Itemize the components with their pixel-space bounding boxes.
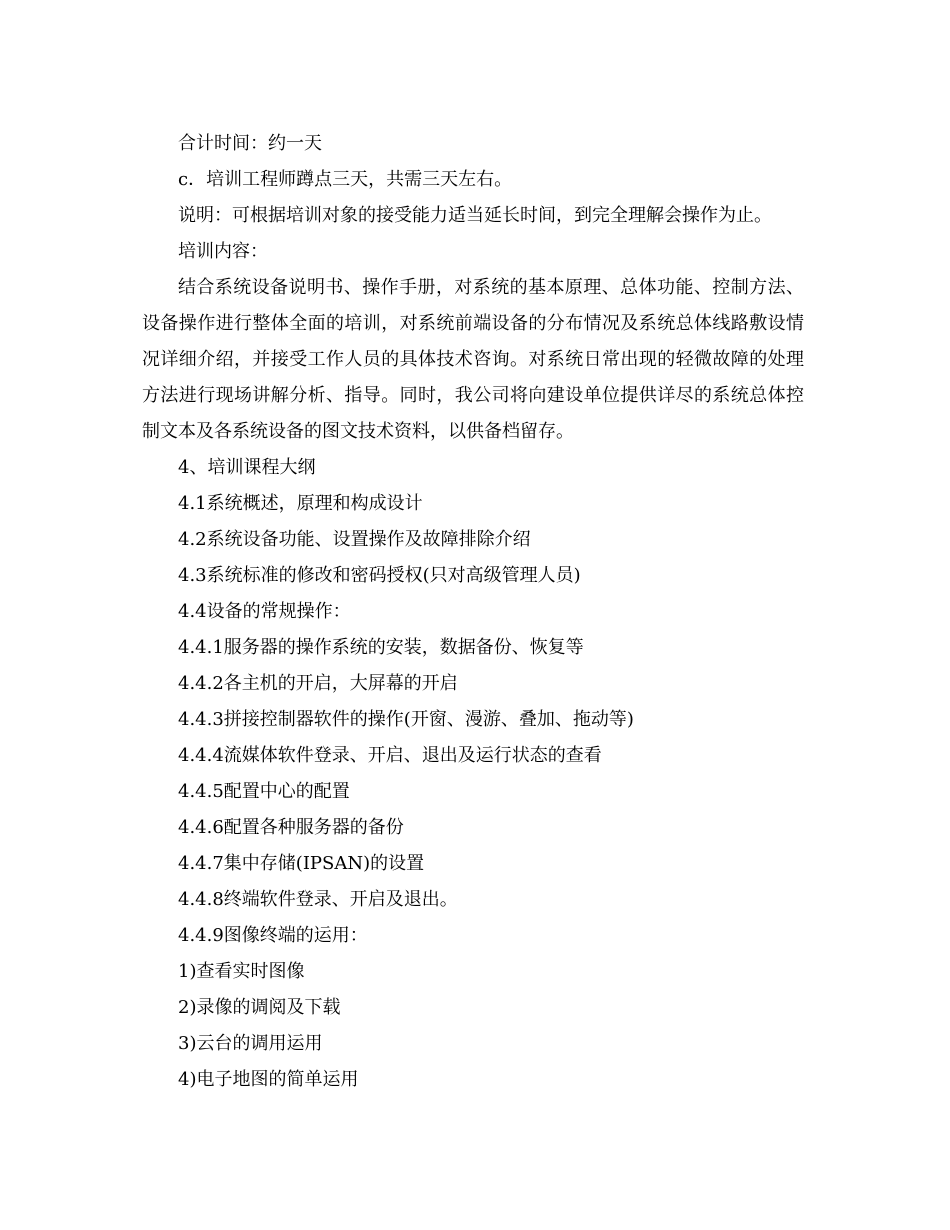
outline-item-4-4-3: 4.4.3拼接控制器软件的操作(开窗、漫游、叠加、拖动等) <box>178 709 634 730</box>
sub-item-3: 3)云台的调用运用 <box>178 1033 323 1054</box>
section-heading-course-outline: 4、培训课程大纲 <box>178 457 316 478</box>
outline-item-4-2: 4.2系统设备功能、设置操作及故障排除介绍 <box>178 529 531 550</box>
outline-item-4-4-7: 4.4.7集中存储(IPSAN)的设置 <box>178 853 425 874</box>
outline-item-4-4-2: 4.4.2各主机的开启，大屏幕的开启 <box>178 673 458 694</box>
paragraph-training-content: 结合系统设备说明书、操作手册，对系统的基本原理、总体功能、控制方法、设备操作进行整体全面的培训，对系统前端设备的分布情况及系统总体线路敷设情况详细介绍，并接受工作人员的具体技术咨询。对系统日常出现的轻微故障的处理方法进行现场讲解分析、指导。同时，我公司将向建设单位提供详尽的系统总体控制文本及各系统设备的图文技术资料，以供备档留存。 <box>142 277 804 442</box>
paragraph-total-time: 合计时间：约一天 <box>178 133 322 154</box>
outline-item-4-4: 4.4设备的常规操作： <box>178 601 351 622</box>
outline-item-4-4-8: 4.4.8终端软件登录、开启及退出。 <box>178 889 458 910</box>
outline-item-4-1: 4.1系统概述，原理和构成设计 <box>178 493 423 514</box>
outline-item-4-3: 4.3系统标准的修改和密码授权(只对高级管理人员) <box>178 565 581 586</box>
outline-item-4-4-1: 4.4.1服务器的操作系统的安装，数据备份、恢复等 <box>178 637 584 658</box>
paragraph-note: 说明：可根据培训对象的接受能力适当延长时间，到完全理解会操作为止。 <box>178 205 772 226</box>
paragraph-on-site-training: c．培训工程师蹲点三天，共需三天左右。 <box>178 169 513 190</box>
paragraph-training-content-heading: 培训内容： <box>178 241 268 262</box>
document-body <box>142 126 804 1098</box>
outline-item-4-4-9: 4.4.9图像终端的运用： <box>178 925 368 946</box>
sub-item-1: 1)查看实时图像 <box>178 961 305 982</box>
sub-item-2: 2)录像的调阅及下载 <box>178 997 341 1018</box>
outline-item-4-4-5: 4.4.5配置中心的配置 <box>178 781 350 802</box>
outline-item-4-4-6: 4.4.6配置各种服务器的备份 <box>178 817 404 838</box>
sub-item-4: 4)电子地图的简单运用 <box>178 1069 359 1090</box>
outline-item-4-4-4: 4.4.4流媒体软件登录、开启、退出及运行状态的查看 <box>178 745 602 766</box>
